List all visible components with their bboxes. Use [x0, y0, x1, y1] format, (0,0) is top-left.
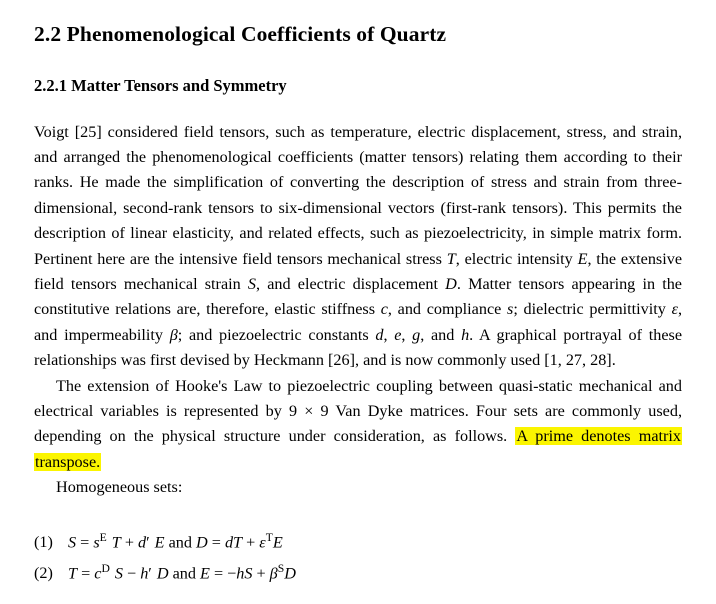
math-var-permittivity: ε: [671, 300, 678, 319]
equation-body-2: $T = c^D$ S − h′ D and $E = -hS + \beta^SD$: [68, 561, 296, 583]
paragraph-text-segment: . Matter tensors appearing in the constitutive relations are, therefore, elastic stiffness: [34, 275, 682, 319]
equation-number: (2): [34, 564, 53, 583]
math-var-e: e: [394, 325, 402, 344]
equation-row-1: [34, 525, 682, 556]
paragraph-text-segment: Voigt [25] considered field tensors, such as temperature, electric displacement, stress, and strain, and arranged the phenomenological coefficients (matter tensors) relating them according to their ranks. He made the simplification of converting the description of stress and strain from three-dimensional, second-rank tensors to six-dimensional vectors (first-rank tensors). This permits the description of linear elasticity, and related effects, such as piezoelectricity, in simple matrix form. Pertinent here are the intensive field tensors mechanical stress: [34, 122, 682, 268]
paragraph-text-segment: , and compliance: [387, 300, 508, 319]
highlighted-sentence: A prime denotes matrix transpose.: [35, 427, 681, 471]
section-heading: 2.2 Phenomenological Coefficients of Quartz: [34, 22, 447, 46]
paragraph-text-segment: , the extensive field tensors mechanical strain: [34, 249, 683, 294]
equation-list: [34, 525, 682, 587]
equation-number: (1): [34, 533, 53, 552]
paragraph-text-segment: , and impermeability: [34, 300, 682, 344]
paragraph-van-dyke: [34, 374, 682, 476]
paragraph-text-segment: . A graphical portrayal of these relationships was first devised by Heckmann [26], and is now commonly used [1, 27, 28].: [34, 325, 683, 370]
equation-body-1: $S = s^E$ T + d′ E and D = dT + $\varepsilon^TE$: [68, 530, 283, 552]
math-var-g: g: [412, 325, 421, 344]
paragraph-text-segment: ; dielectric permittivity: [513, 300, 672, 319]
paragraph-text-segment: , and: [420, 325, 462, 344]
paragraph-text-segment: , and electric displacement: [256, 275, 446, 294]
math-var-stress: T: [446, 249, 456, 268]
math-var-h: h: [461, 325, 470, 344]
math-var-compliance: s: [507, 300, 514, 319]
equation-row-2: [34, 556, 682, 587]
paragraph-text-segment: , electric intensity: [455, 249, 578, 268]
paragraph-text-segment: The extension of Hooke's Law to piezoelectric coupling between quasi-static mechanical and electrical variables is represented by 9 × 9 Van Dyke matrices. Four sets are commonly used, depending on the physical structure under consideration, as follows.: [34, 376, 682, 446]
paragraph-text-segment: ,: [401, 325, 413, 344]
math-var-strain: S: [247, 275, 256, 294]
math-var-impermeability: β: [169, 325, 178, 344]
paragraph-text-segment: ,: [383, 325, 395, 344]
math-var-electric-displacement: D: [445, 275, 457, 294]
math-var-d: d: [375, 325, 384, 344]
math-var-electric-intensity: E: [577, 249, 588, 268]
math-var-stiffness: c: [380, 300, 388, 319]
paragraph-text-segment: ; and piezoelectric constants: [177, 325, 376, 344]
paragraph-matter-tensors: [34, 120, 682, 374]
subsection-heading: 2.2.1 Matter Tensors and Symmetry: [34, 75, 287, 95]
paragraph-homogeneous-sets: Homogeneous sets:: [56, 478, 183, 497]
